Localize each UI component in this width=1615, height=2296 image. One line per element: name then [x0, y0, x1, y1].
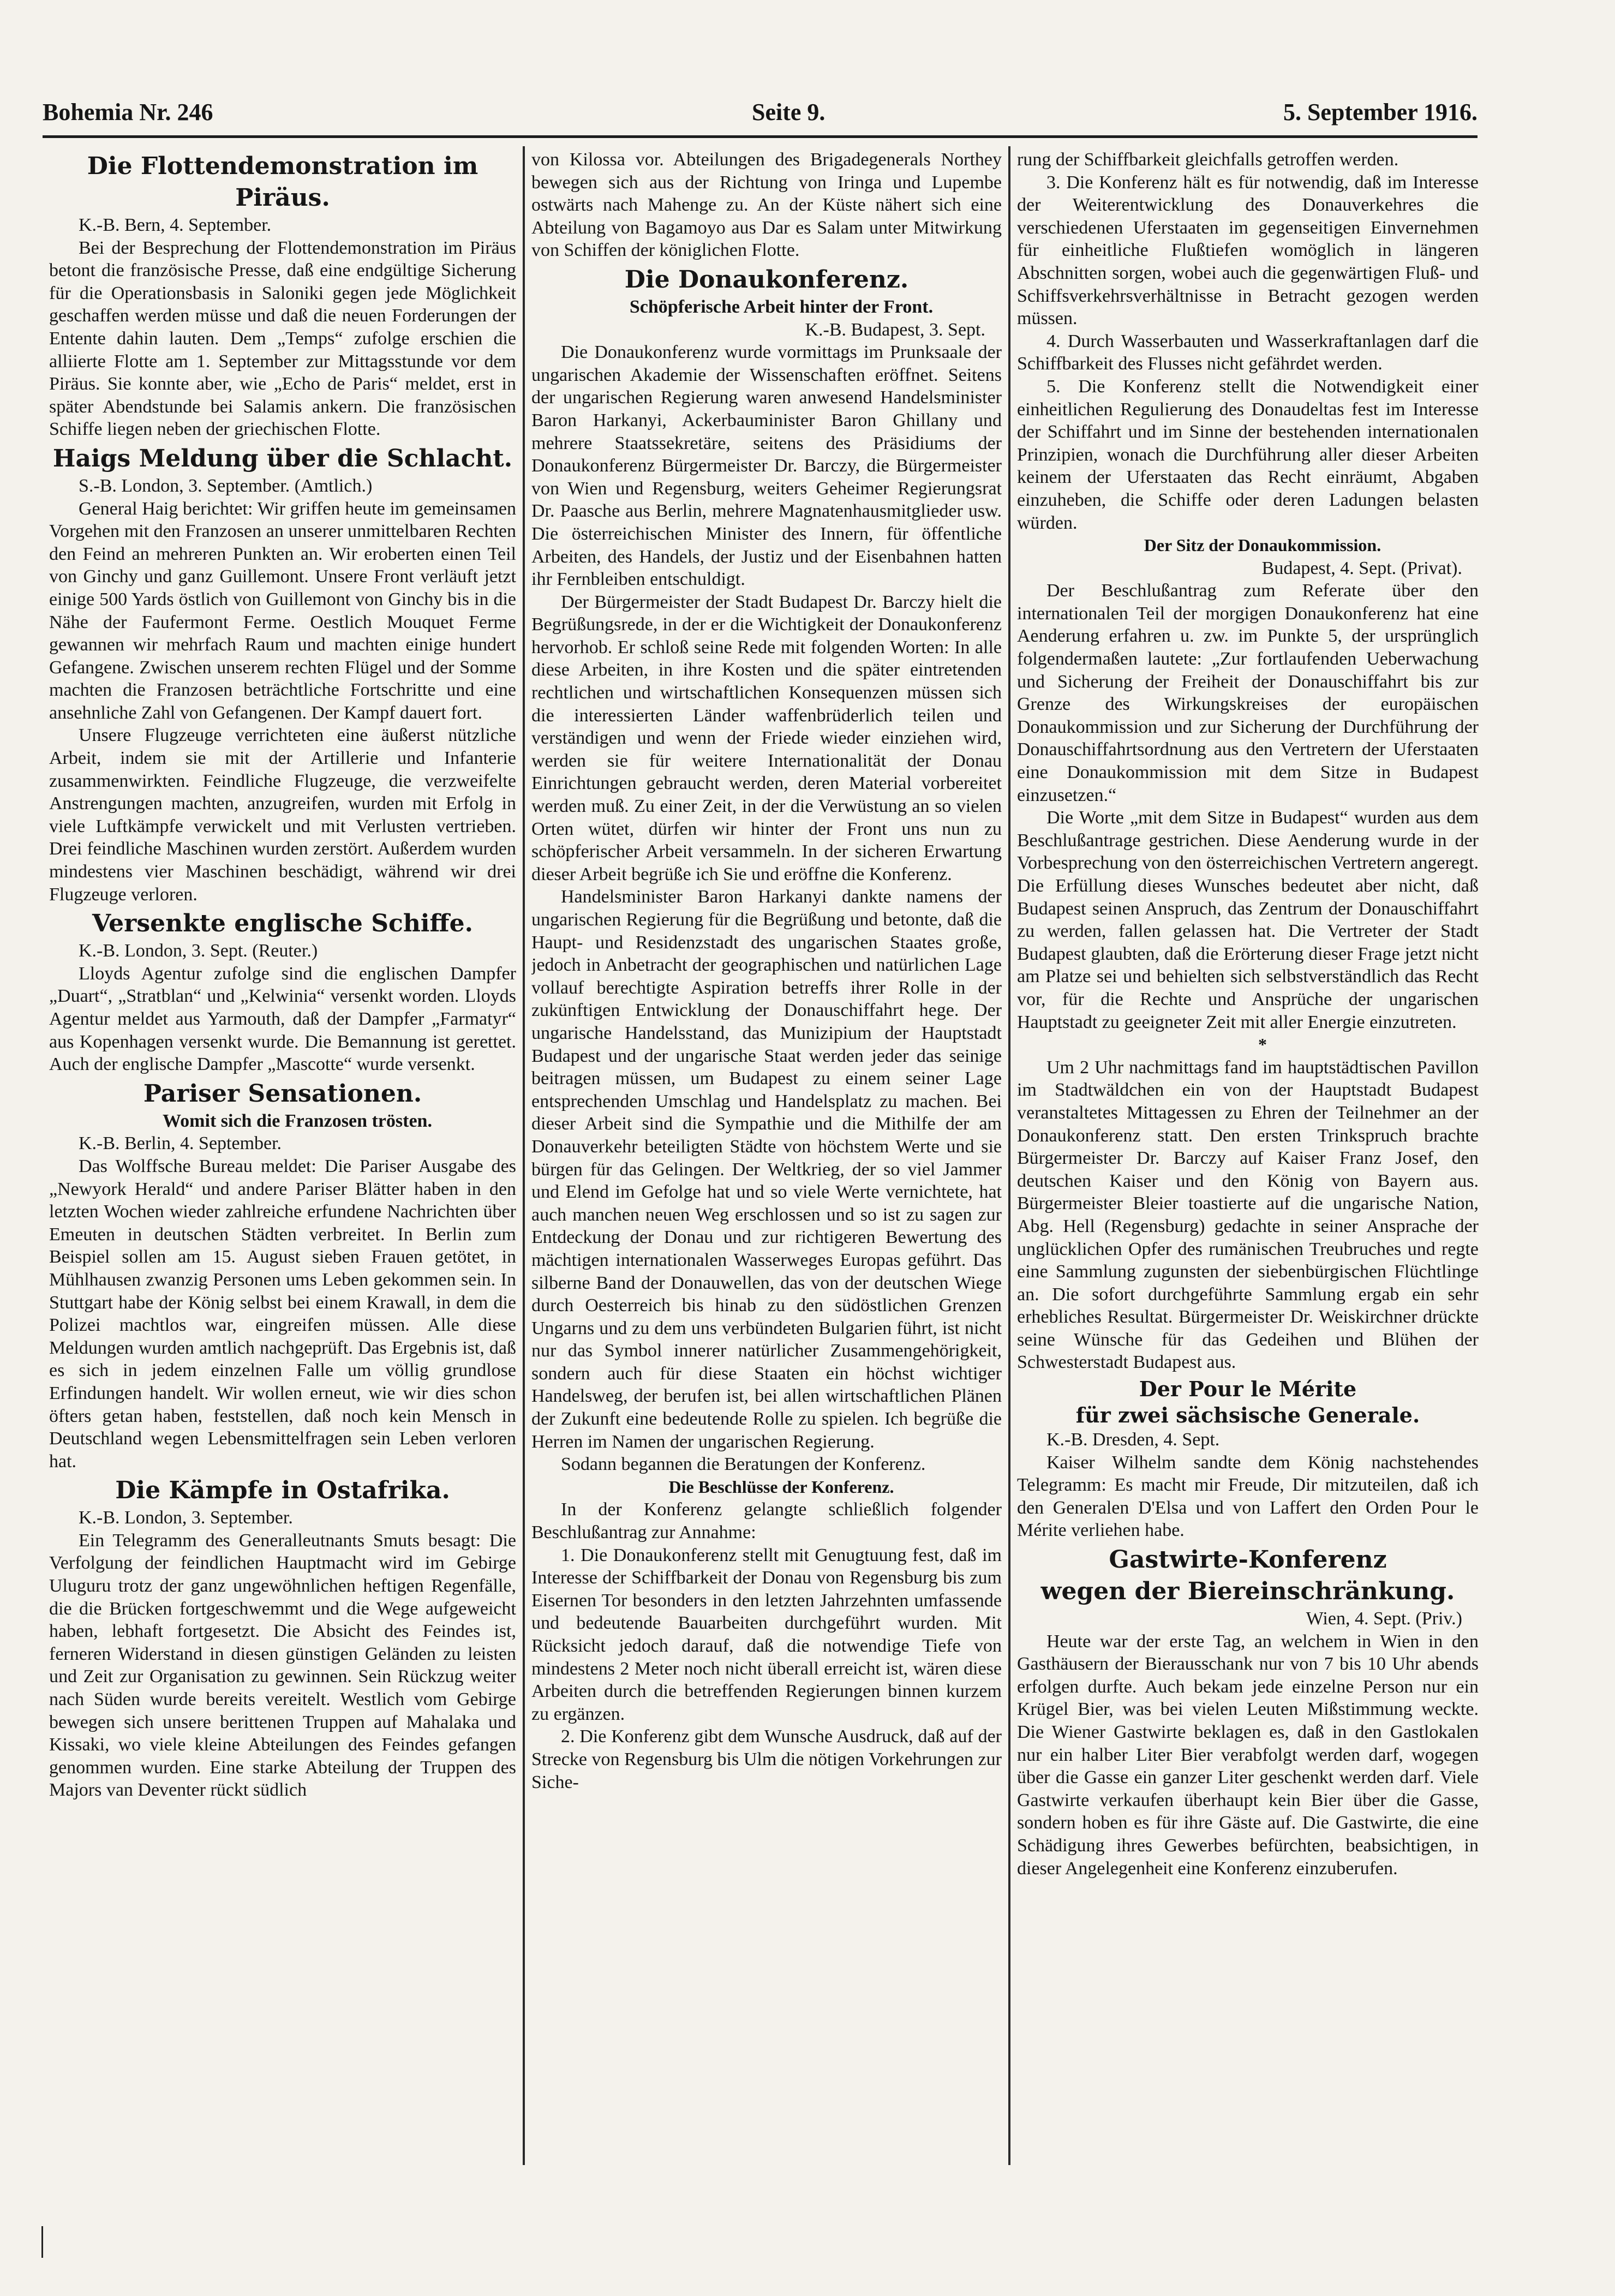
- dateline: Wien, 4. Sept. (Priv.): [1306, 1609, 1462, 1629]
- dateline: K.-B. Bern, 4. September.: [79, 215, 272, 235]
- article-title: Versenkte englische Schiffe.: [92, 910, 473, 938]
- paragraph: Der Bürgermeister der Stadt Budapest Dr. Barczy hielt die Begrüßungsrede, in der er die Wichtigkeit der Donaukonferenz hervorhob. Er schloß seine Rede mit folgenden Worten: In alle diese Arbeiten, in ihre Kosten und die später eintretenden rechtlichen und wirtschaftlichen Konsequenzen müssen sich die interessierten Länder waffenbrüderlich teilen und verständigen und wenn der Friede wieder einziehen wird, werden sie für weitere Internationalität der Donau Einrichtungen gebraucht werden, deren Material vorbereitet werden muß. Zu einer Zeit, in der die Verwüstung an so vielen Orten wütet, dürfen wir hinter der Front uns nun zu schöpferischer Arbeit versammeln. In der sicheren Erwartung dieser Arbeit begrüße ich Sie und eröffne die Konferenz.: [531, 591, 1002, 884]
- column-3: [1017, 148, 1479, 2189]
- paragraph: Die Donaukonferenz wurde vormittags im Prunksaale der ungarischen Akademie der Wissenschaften eröffnet. Seitens der ungarischen Regierung waren anwesend Handelsminister Baron Harkanyi, Ackerbauminister Baron Ghillany und mehrere Staatssekretäre, seitens des Präsidiums der Donaukonferenz Bürgermeister Dr. Barczy, die Bürgermeister von Wien und Regensburg, weiters Geheimer Regierungsrat Dr. Paasche aus Berlin, mehrere Magnatenhausmitglieder usw. Die österreichischen Minister des Innern, für öffentliche Arbeiten, des Handels, der Justiz und der Eisenbahnen hatten ihr Fernbleiben entschuldigt.: [531, 342, 1002, 590]
- article-subtitle: Womit sich die Franzosen trösten.: [163, 1110, 432, 1131]
- column-1: [49, 148, 516, 2189]
- article-title: Haigs Meldung über die Schlacht.: [52, 444, 513, 473]
- separator-star: *: [1258, 1035, 1267, 1055]
- section-heading: Die Beschlüsse der Konferenz.: [668, 1476, 894, 1497]
- paragraph: Unsere Flugzeuge verrichteten eine äußerst nützliche Arbeit, indem sie mit der Artillerie und Infanterie zusammenwirkten. Feindliche Flugzeuge, die verzweifelte Anstrengungen machten, anzugreifen, wurden mit Erfolg in viele Luftkämpfe verwickelt und mit Verlusten vertrieben. Drei feindliche Maschinen wurden zerstört. Außerdem wurden mindestens vier Maschinen beschädigt, während wir drei Flugzeuge verloren.: [49, 725, 516, 905]
- paragraph: Bei der Besprechung der Flottendemonstration im Piräus betont die französische Presse, daß eine endgültige Sicherung für die Operationsbasis in Saloniki gegen jede Möglichkeit geschaffen werden müsse und daß die neuen Forderungen der Entente dahin lauten. Dem „Temps“ zufolge erschien die alliierte Flotte am 1. September zur Mittagsstunde vor dem Piräus. Sie konnte aber, wie „Echo de Paris“ meldet, erst in später Abendstunde bei Salamis ankern. Die französischen Schiffe liegen neben der griechischen Flotte.: [49, 237, 516, 440]
- text-cursor: [41, 2226, 43, 2258]
- article-title: Gastwirte-Konferenz: [1109, 1546, 1387, 1574]
- dateline: K.-B. London, 3. September.: [79, 1508, 293, 1528]
- paragraph: Um 2 Uhr nachmittags fand im hauptstädtischen Pavillon im Stadtwäldchen ein von der Hauptstadt Budapest veranstaltetes Mittagessen zu Ehren der Teilnehmer an der Donaukonferenz statt. Den ersten Trinkspruch brachte Bürgermeister Dr. Barczy auf Kaiser Franz Josef, den deutschen Kaiser und den König von Bayern aus. Bürgermeister Bleier toastierte auf die ungarische Nation, Abg. Hell (Regensburg) gedachte in seiner Ansprache der unglücklichen Opfer des rumänischen Treubruches und regte eine Sammlung zugunsten der siebenbürgischen Flüchtlinge an. Die sofort durchgeführte Sammlung ergab ein sehr erhebliches Resultat. Bürgermeister Dr. Weiskirchner drückte seine Wünsche für das Gedeihen und Blühen der Schwesterstadt Budapest aus.: [1017, 1057, 1479, 1373]
- paragraph: Ein Telegramm des Generalleutnants Smuts besagt: Die Verfolgung der feindlichen Hauptmacht wird im Gebirge Uluguru trotz der ganz ungewöhnlichen heftigen Regenfälle, die die Brücken fortgeschwemmt und die Wege aufgeweicht haben, lebhaft fortgesetzt. Die Absicht des Feindes ist, ferneren Widerstand in diesen günstigen Geländen zu leisten und Zeit zur Organisation zu gewinnen. Sein Rückzug weiter nach Süden wurde bereits vereitelt. Westlich vom Gebirge bewegen sich unsere berittenen Truppen auf Mahalaka und Kissaki, wo viele kleine Abteilungen des Feindes gefangen genommen wurden. Eine starke Abteilung der Truppen des Majors van Deventer rückt südlich: [49, 1530, 516, 1801]
- header-page-number: Seite 9.: [752, 99, 826, 125]
- column-rule-1: [523, 146, 525, 2165]
- paragraph: General Haig berichtet: Wir griffen heute im gemeinsamen Vorgehen mit den Franzosen an unserer unmittelbaren Rechten den Feind an mehreren Punkten an. Wir eroberten einen Teil von Ginchy und ganz Guillemont. Unsere Front verläuft jetzt einige 500 Yards östlich von Guillemont von Ginchy bis in die Nähe der Faufermont Ferme. Oestlich Mouquet Ferme gewannen wir mehrfach Raum und machten einige hundert Gefangene. Zwischen unserem rechten Flügel und der Somme machten die Franzosen beträchtliche Fortschritte und eine ansehnliche Zahl von Gefangenen. Der Kampf dauert fort.: [49, 498, 516, 723]
- paragraph: Das Wolffsche Bureau meldet: Die Pariser Ausgabe des „Newyork Herald“ und andere Pariser Blätter haben in den letzten Wochen wieder zahlreiche erfundene Nachrichten über Emeuten in deutschen Städten verbreitet. In Berlin zum Beispiel sollen am 15. August sieben Frauen getötet, in Mühlhausen zwanzig Personen ums Leben gekommen sein. In Stuttgart habe der König selbst bei einem Krawall, in dem die Polizei machtlos war, eingreifen müssen. Alle diese Meldungen wurden amtlich nachgeprüft. Das Ergebnis ist, daß es sich in jedem einzelnen Falle um völlig grundlose Erfindungen handelt. Wir wollen erneut, wie wir dies schon öfters getan haben, feststellen, daß noch kein Mensch in Deutschland wegen Lebensmittelfragen sein Leben verloren hat.: [49, 1156, 516, 1472]
- paragraph: Der Beschlußantrag zum Referate über den internationalen Teil der morgigen Donaukonferenz hat eine Aenderung erfahren u. zw. im Punkte 5, der ursprünglich folgendermaßen lautete: „Zur fortlaufenden Ueberwachung und Sicherung der Freiheit der Donauschiffahrt bis zur Grenze des Wirkungskreises der europäischen Donaukommission und zur Sicherung der Durchführung der Donauschiffahrtsordnung aus den Vertretern der Uferstaaten eine Donaukommission mit dem Sitze in Budapest einzusetzen.“: [1017, 581, 1479, 805]
- paragraph: Handelsminister Baron Harkanyi dankte namens der ungarischen Regierung für die Begrüßung und betonte, daß die Haupt- und Residenzstadt des ungarischen Staates große, jedoch in Anbetracht der geographischen und natürlichen Lage vollauf berechtigte Aspiration betreffs ihrer Rolle in der zukünftigen Entwicklung der Donauschiffahrt hege. Der ungarische Handelsstand, das Munizipium der Hauptstadt Budapest und der ungarische Staat werden jeder das seinige beitragen müssen, um Budapest zu einem seiner Lage entsprechenden Umschlag und Handelsplatz zu machen. Bei dieser Arbeit sind die Sympathie und die Mithilfe der am Donauverkehr beteiligten Städte von höchstem Werte und sie bürgen für das Gelingen. Der Weltkrieg, der so viel Jammer und Elend im Gefolge hat und so viele Werte vernichtete, hat auch manchen neuen Weg erschlossen und so ist zu sagen zur Entdeckung der Donau und zur richtigeren Bewertung des mächtigen internationalen Wasserweges Europas geführt. Das silberne Band der Donauwellen, das von der deutschen Wiege durch Oesterreich bis hinab zu den südöstlichen Grenzen Ungarns und zu dem uns verbündeten Bulgarien führt, ist nicht nur das Symbol innerer natürlicher Zusammengehörigkeit, sondern auch für diese Staaten ein höchst wichtiger Handelsweg, der berufen ist, bei allen wirtschaftlichen Plänen der Zukunft eine bedeutende Rolle zu spielen. Ich begrüße die Herren im Namen der ungarischen Regierung.: [531, 887, 1002, 1452]
- article-title: Die Kämpfe in Ostafrika.: [115, 1476, 450, 1505]
- page-header: [43, 96, 1478, 135]
- dateline: K.-B. Berlin, 4. September.: [79, 1133, 282, 1154]
- article-subtitle: Schöpferische Arbeit hinter der Front.: [629, 296, 934, 317]
- article-title-line-2: wegen der Biereinschränkung.: [1040, 1577, 1455, 1606]
- paragraph: Heute war der erste Tag, an welchem in Wien in den Gasthäusern der Bierausschank nur von 7 bis 10 Uhr abends erfolgen durfte. Auch bekam jede einzelne Person nur ein Krügel Bier, was bei vielen Leuten Mißstimmung weckte. Die Wiener Gastwirte beklagen es, daß in den Gastlokalen nur ein halber Liter Bier verabfolgt werden darf, wogegen über die Gasse ein ganzer Liter geschenkt werden darf. Viele Gastwirte verkaufen überhaupt kein Bier über die Gasse, sondern hoben es für ihre Gäste auf. Die Gastwirte, die eine Schädigung ihres Gewerbes befürchten, beabsichtigen, in dieser Angelegenheit eine Konferenz einzuberufen.: [1017, 1631, 1479, 1879]
- dateline: S.-B. London, 3. September. (Amtlich.): [79, 475, 373, 496]
- paragraph-continued: von Kilossa vor. Abteilungen des Brigadegenerals Northey bewegen sich aus der Richtung von Iringa und Lupembe ostwärts nach Mahenge zu. An der Küste nähert sich eine Abteilung von Bagamoyo aus Dar es Salam unter Mitwirkung von Schiffen der königlichen Flotte.: [531, 150, 1002, 261]
- dateline: K.-B. Dresden, 4. Sept.: [1046, 1430, 1220, 1450]
- article-title: Der Pour le Mérite: [1139, 1377, 1357, 1402]
- paragraph-continued: rung der Schiffbarkeit gleichfalls getroffen werden.: [1017, 150, 1399, 170]
- header-date: 5. September 1916.: [1283, 99, 1478, 125]
- paragraph: Lloyds Agentur zufolge sind die englischen Dampfer „Duart“, „Stratblan“ und „Kelwinia“ versenkt worden. Lloyds Agentur meldet aus Yarmouth, daß der Dampfer „Farmatyr“ aus Kopenhagen versenkt wurde. Die Bemannung ist gerettet. Auch der englische Dampfer „Mascotte“ wurde versenkt.: [49, 963, 516, 1075]
- dateline: K.-B. Budapest, 3. Sept.: [805, 319, 985, 340]
- article-title: Die Flottendemonstration im Piräus.: [87, 152, 478, 212]
- column-2: [531, 148, 1002, 2189]
- section-heading: Der Sitz der Donaukommission.: [1144, 535, 1381, 555]
- dateline: K.-B. London, 3. Sept. (Reuter.): [79, 941, 318, 961]
- paragraph: Sodann begannen die Beratungen der Konferenz.: [561, 1454, 926, 1475]
- paragraph: 2. Die Konferenz gibt dem Wunsche Ausdruck, daß auf der Strecke von Regensburg bis Ulm die nötigen Vorkehrungen zur Siche-: [531, 1726, 1002, 1792]
- paragraph: 5. Die Konferenz stellt die Notwendigkeit einer einheitlichen Regulierung des Donaudeltas fest im Interesse der Schiffahrt und im Sinne der bestehenden internationalen Prinzipien, wonach die Durchführung aller dieser Arbeiten keinem der Uferstaaten das Recht einräumt, Abgaben einzuheben, die Schiffe oder deren Ladungen belasten würden.: [1017, 376, 1479, 533]
- paragraph: 1. Die Donaukonferenz stellt mit Genugtuung fest, daß im Interesse der Schiffbarkeit der Donau von Regensburg bis zum Eisernen Tor besonders in den letzten Jahrzehnten umfassende und bedeutende Bauarbeiten durchgeführt wurden. Mit Rücksicht jedoch darauf, daß die notwendige Tiefe von mindestens 2 Meter noch nicht überall erreicht ist, wären diese Arbeiten durch die betreffenden Regierungen binnen kurzem zu ergänzen.: [531, 1545, 1002, 1724]
- article-title: Pariser Sensationen.: [143, 1079, 422, 1108]
- paragraph: In der Konferenz gelangte schließlich folgender Beschlußantrag zur Annahme:: [531, 1499, 1002, 1543]
- paragraph: 4. Durch Wasserbauten und Wasserkraftanlagen darf die Schiffbarkeit des Flusses nicht gefährdet werden.: [1017, 331, 1479, 374]
- paragraph: 3. Die Konferenz hält es für notwendig, daß im Interesse der Weiterentwicklung des Donauverkehres die verschiedenen Uferstaaten im gegenseitigen Einvernehmen für einheitliche Flußtiefen womöglich in längeren Abschnitten sorgen, wobei auch die gegenwärtigen Fluß- und Schiffsverkehrsverhältnisse in Betracht gezogen werden müssen.: [1017, 172, 1479, 329]
- header-rule: [43, 135, 1478, 138]
- column-rule-2: [1008, 146, 1010, 2165]
- dateline: Budapest, 4. Sept. (Privat).: [1261, 558, 1462, 578]
- article-title: Die Donaukonferenz.: [624, 265, 909, 294]
- article-title-line-2: für zwei sächsische Generale.: [1075, 1403, 1420, 1428]
- paragraph: Die Worte „mit dem Sitze in Budapest“ wurden aus dem Beschlußantrage gestrichen. Diese Aenderung wurde in der Vorbesprechung von den österreichischen Vertretern angeregt. Die Erfüllung dieses Wunsches bedeutet aber nicht, daß Budapest seinen Anspruch, das Zentrum der Donauschiffahrt zu werden, fallen gelassen hat. Die Vertreter der Stadt Budapest glaubten, daß die Erörterung dieser Frage jetzt nicht am Platze sei und behielten sich selbstverständlich das Recht vor, für die Rechte und Ansprüche der ungarischen Hauptstadt zu geeigneter Zeit mit aller Energie einzutreten.: [1017, 808, 1479, 1032]
- paragraph: Kaiser Wilhelm sandte dem König nachstehendes Telegramm: Es macht mir Freude, Dir mitzuteilen, daß ich den Generalen D'Elsa und von Laffert den Orden Pour le Mérite verliehen habe.: [1017, 1452, 1479, 1541]
- header-paper: Bohemia Nr. 246: [43, 99, 213, 125]
